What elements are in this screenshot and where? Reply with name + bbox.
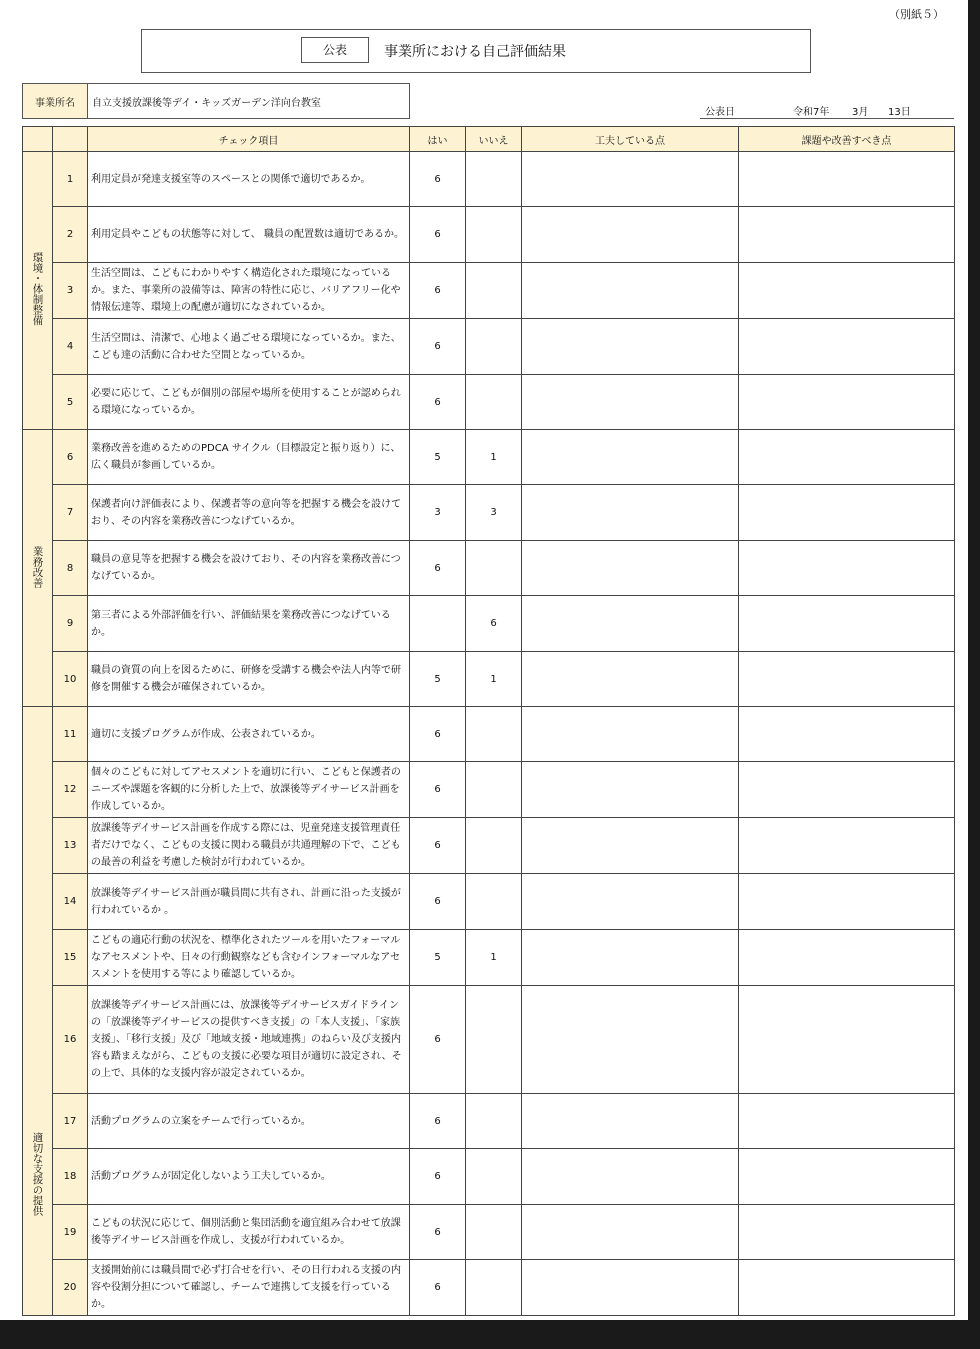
yes-count: 6	[410, 1260, 466, 1316]
category-label: 業務改善	[31, 545, 44, 588]
efforts-cell	[522, 1149, 739, 1205]
header-check-item: チェック項目	[88, 127, 410, 152]
yes-count: 6	[410, 541, 466, 596]
no-count: 1	[466, 430, 522, 485]
item-number: 20	[53, 1260, 88, 1316]
issues-cell	[739, 930, 955, 986]
efforts-cell	[522, 207, 739, 263]
efforts-cell	[522, 1260, 739, 1316]
issues-cell	[739, 707, 955, 762]
item-number: 12	[53, 762, 88, 818]
evaluation-table	[22, 126, 955, 1316]
item-number: 2	[53, 207, 88, 263]
issues-cell	[739, 1094, 955, 1149]
header-yes: はい	[410, 127, 466, 152]
check-item-text: 保護者向け評価表により、保護者等の意向等を把握する機会を設けており、その内容を業務改善につなげているか。	[88, 485, 410, 541]
no-count	[466, 319, 522, 375]
header-efforts: 工夫している点	[522, 127, 739, 152]
table-row	[23, 375, 955, 430]
check-item-text: 活動プログラムの立案をチームで行っているか。	[88, 1094, 410, 1149]
no-count	[466, 1260, 522, 1316]
efforts-cell	[522, 263, 739, 319]
table-row	[23, 1149, 955, 1205]
table-row	[23, 930, 955, 986]
pub-date-day: 13日	[888, 107, 911, 118]
yes-count: 6	[410, 1094, 466, 1149]
category-cell	[23, 430, 53, 707]
table-row	[23, 1094, 955, 1149]
category-cell	[23, 707, 53, 1316]
check-item-text: 職員の資質の向上を図るために、研修を受講する機会や法人内等で研修を開催する機会が確保されているか。	[88, 652, 410, 707]
check-item-text: 利用定員が発達支援室等のスペースとの関係で適切であるか。	[88, 152, 410, 207]
pub-date-label: 公表日	[705, 107, 735, 118]
issues-cell	[739, 485, 955, 541]
title-box	[141, 29, 811, 73]
efforts-cell	[522, 707, 739, 762]
no-count	[466, 874, 522, 930]
efforts-cell	[522, 152, 739, 207]
efforts-cell	[522, 874, 739, 930]
table-row	[23, 874, 955, 930]
issues-cell	[739, 1260, 955, 1316]
check-item-text: 職員の意見等を把握する機会を設けており、その内容を業務改善につなげているか。	[88, 541, 410, 596]
issues-cell	[739, 818, 955, 874]
check-item-text: 適切に支援プログラムが作成、公表されているか。	[88, 707, 410, 762]
no-count	[466, 1205, 522, 1260]
yes-count: 6	[410, 874, 466, 930]
yes-count: 6	[410, 152, 466, 207]
item-number: 4	[53, 319, 88, 375]
header-issues: 課題や改善すべき点	[739, 127, 955, 152]
no-count	[466, 541, 522, 596]
office-name: 自立支援放課後等デイ・キッズガーデン洋向台教室	[92, 97, 321, 109]
annex-label: （別紙５）	[889, 8, 944, 21]
table-row	[23, 485, 955, 541]
check-item-text: 生活空間は、こどもにわかりやすく構造化された環境になっているか。また、事業所の設備等は、障害の特性に応じ、バリアフリー化や情報伝達等、環境上の配慮が適切になされているか。	[88, 263, 410, 319]
item-number: 16	[53, 986, 88, 1094]
table-row	[23, 1260, 955, 1316]
yes-count: 6	[410, 263, 466, 319]
no-count	[466, 375, 522, 430]
efforts-cell	[522, 1205, 739, 1260]
yes-count: 6	[410, 707, 466, 762]
issues-cell	[739, 874, 955, 930]
item-number: 11	[53, 707, 88, 762]
check-item-text: 放課後等デイサービス計画には、放課後等デイサービスガイドラインの「放課後等デイサービスの提供すべき支援」の「本人支援」、「家族支援」、「移行支援」及び「地域支援・地域連携」のねらい及び支援内容も踏まえながら、こどもの支援に必要な項目が適切に設定され、その上で、具体的な支援内容が設定されているか。	[88, 986, 410, 1094]
table-row	[23, 596, 955, 652]
no-count: 1	[466, 930, 522, 986]
yes-count: 6	[410, 986, 466, 1094]
yes-count	[410, 596, 466, 652]
table-row	[23, 319, 955, 375]
no-count	[466, 762, 522, 818]
check-item-text: こどもの状況に応じて、個別活動と集団活動を適宜組み合わせて放課後等デイサービス計画を作成し、支援が行われているか。	[88, 1205, 410, 1260]
efforts-cell	[522, 1094, 739, 1149]
table-row	[23, 986, 955, 1094]
table-row	[23, 652, 955, 707]
check-item-text: 支援開始前には職員間で必ず打合せを行い、その日行われる支援の内容や役割分担について確認し、チームで連携して支援を行っているか。	[88, 1260, 410, 1316]
item-number: 5	[53, 375, 88, 430]
yes-count: 6	[410, 319, 466, 375]
item-number: 15	[53, 930, 88, 986]
yes-count: 5	[410, 652, 466, 707]
table-row	[23, 1205, 955, 1260]
efforts-cell	[522, 319, 739, 375]
efforts-cell	[522, 485, 739, 541]
efforts-cell	[522, 596, 739, 652]
table-row	[23, 707, 955, 762]
pub-date-month: 3月	[852, 107, 869, 118]
efforts-cell	[522, 541, 739, 596]
issues-cell	[739, 375, 955, 430]
yes-count: 6	[410, 818, 466, 874]
no-count	[466, 1149, 522, 1205]
issues-cell	[739, 652, 955, 707]
check-item-text: こどもの適応行動の状況を、標準化されたツールを用いたフォーマルなアセスメントや、日々の行動観察なども含むインフォーマルなアセスメントを使用する等により確認しているか。	[88, 930, 410, 986]
table-row	[23, 263, 955, 319]
check-item-text: 業務改善を進めるためのPDCA サイクル（目標設定と振り返り）に、広く職員が参画しているか。	[88, 430, 410, 485]
check-item-text: 活動プログラムが固定化しないよう工夫しているか。	[88, 1149, 410, 1205]
table-row	[23, 541, 955, 596]
no-count: 6	[466, 596, 522, 652]
header-no: いいえ	[466, 127, 522, 152]
efforts-cell	[522, 818, 739, 874]
item-number: 9	[53, 596, 88, 652]
issues-cell	[739, 430, 955, 485]
efforts-cell	[522, 652, 739, 707]
item-number: 6	[53, 430, 88, 485]
check-item-text: 放課後等デイサービス計画を作成する際には、児童発達支援管理責任者だけでなく、こどもの支援に関わる職員が共通理解の下で、こどもの最善の利益を考慮した検討が行われているか。	[88, 818, 410, 874]
issues-cell	[739, 1149, 955, 1205]
item-number: 8	[53, 541, 88, 596]
efforts-cell	[522, 986, 739, 1094]
issues-cell	[739, 1205, 955, 1260]
office-label: 事業所名	[23, 84, 88, 118]
yes-count: 6	[410, 1205, 466, 1260]
item-number: 13	[53, 818, 88, 874]
check-item-text: 生活空間は、清潔で、心地よく過ごせる環境になっているか。また、こども達の活動に合わせた空間となっているか。	[88, 319, 410, 375]
yes-count: 6	[410, 1149, 466, 1205]
item-number: 19	[53, 1205, 88, 1260]
item-number: 17	[53, 1094, 88, 1149]
pub-date-era: 令和7年	[793, 107, 830, 118]
check-item-text: 利用定員やこどもの状態等に対して、 職員の配置数は適切であるか。	[88, 207, 410, 263]
no-count: 3	[466, 485, 522, 541]
no-count: 1	[466, 652, 522, 707]
item-number: 3	[53, 263, 88, 319]
publication-date	[700, 100, 954, 119]
item-number: 7	[53, 485, 88, 541]
check-item-text: 第三者による外部評価を行い、評価結果を業務改善につなげているか。	[88, 596, 410, 652]
efforts-cell	[522, 375, 739, 430]
yes-count: 5	[410, 930, 466, 986]
no-count	[466, 207, 522, 263]
item-number: 18	[53, 1149, 88, 1205]
no-count	[466, 263, 522, 319]
issues-cell	[739, 263, 955, 319]
yes-count: 5	[410, 430, 466, 485]
table-header-row	[23, 127, 955, 152]
category-label: 適切な支援の提供	[31, 1132, 44, 1216]
no-count	[466, 1094, 522, 1149]
header-number	[53, 127, 88, 152]
page-title: 事業所における自己評価結果	[384, 44, 566, 60]
yes-count: 6	[410, 207, 466, 263]
yes-count: 3	[410, 485, 466, 541]
issues-cell	[739, 986, 955, 1094]
efforts-cell	[522, 430, 739, 485]
check-item-text: 必要に応じて、こどもが個別の部屋や場所を使用することが認められる環境になっているか。	[88, 375, 410, 430]
no-count	[466, 818, 522, 874]
category-cell	[23, 152, 53, 430]
check-item-text: 個々のこどもに対してアセスメントを適切に行い、こどもと保護者のニーズや課題を客観的に分析した上で、放課後等デイサービス計画を作成しているか。	[88, 762, 410, 818]
check-item-text: 放課後等デイサービス計画が職員間に共有され、計画に沿った支援が行われているか 。	[88, 874, 410, 930]
publication-tag: 公表	[301, 37, 369, 63]
issues-cell	[739, 541, 955, 596]
table-row	[23, 762, 955, 818]
table-row	[23, 430, 955, 485]
no-count	[466, 152, 522, 207]
issues-cell	[739, 207, 955, 263]
item-number: 10	[53, 652, 88, 707]
issues-cell	[739, 152, 955, 207]
efforts-cell	[522, 930, 739, 986]
yes-count: 6	[410, 375, 466, 430]
no-count	[466, 707, 522, 762]
table-row	[23, 818, 955, 874]
issues-cell	[739, 596, 955, 652]
table-row	[23, 207, 955, 263]
issues-cell	[739, 319, 955, 375]
item-number: 14	[53, 874, 88, 930]
yes-count: 6	[410, 762, 466, 818]
no-count	[466, 986, 522, 1094]
item-number: 1	[53, 152, 88, 207]
office-name-box	[22, 83, 410, 119]
issues-cell	[739, 762, 955, 818]
category-label: 環境・体制整備	[31, 252, 44, 326]
efforts-cell	[522, 762, 739, 818]
table-row	[23, 152, 955, 207]
header-category	[23, 127, 53, 152]
